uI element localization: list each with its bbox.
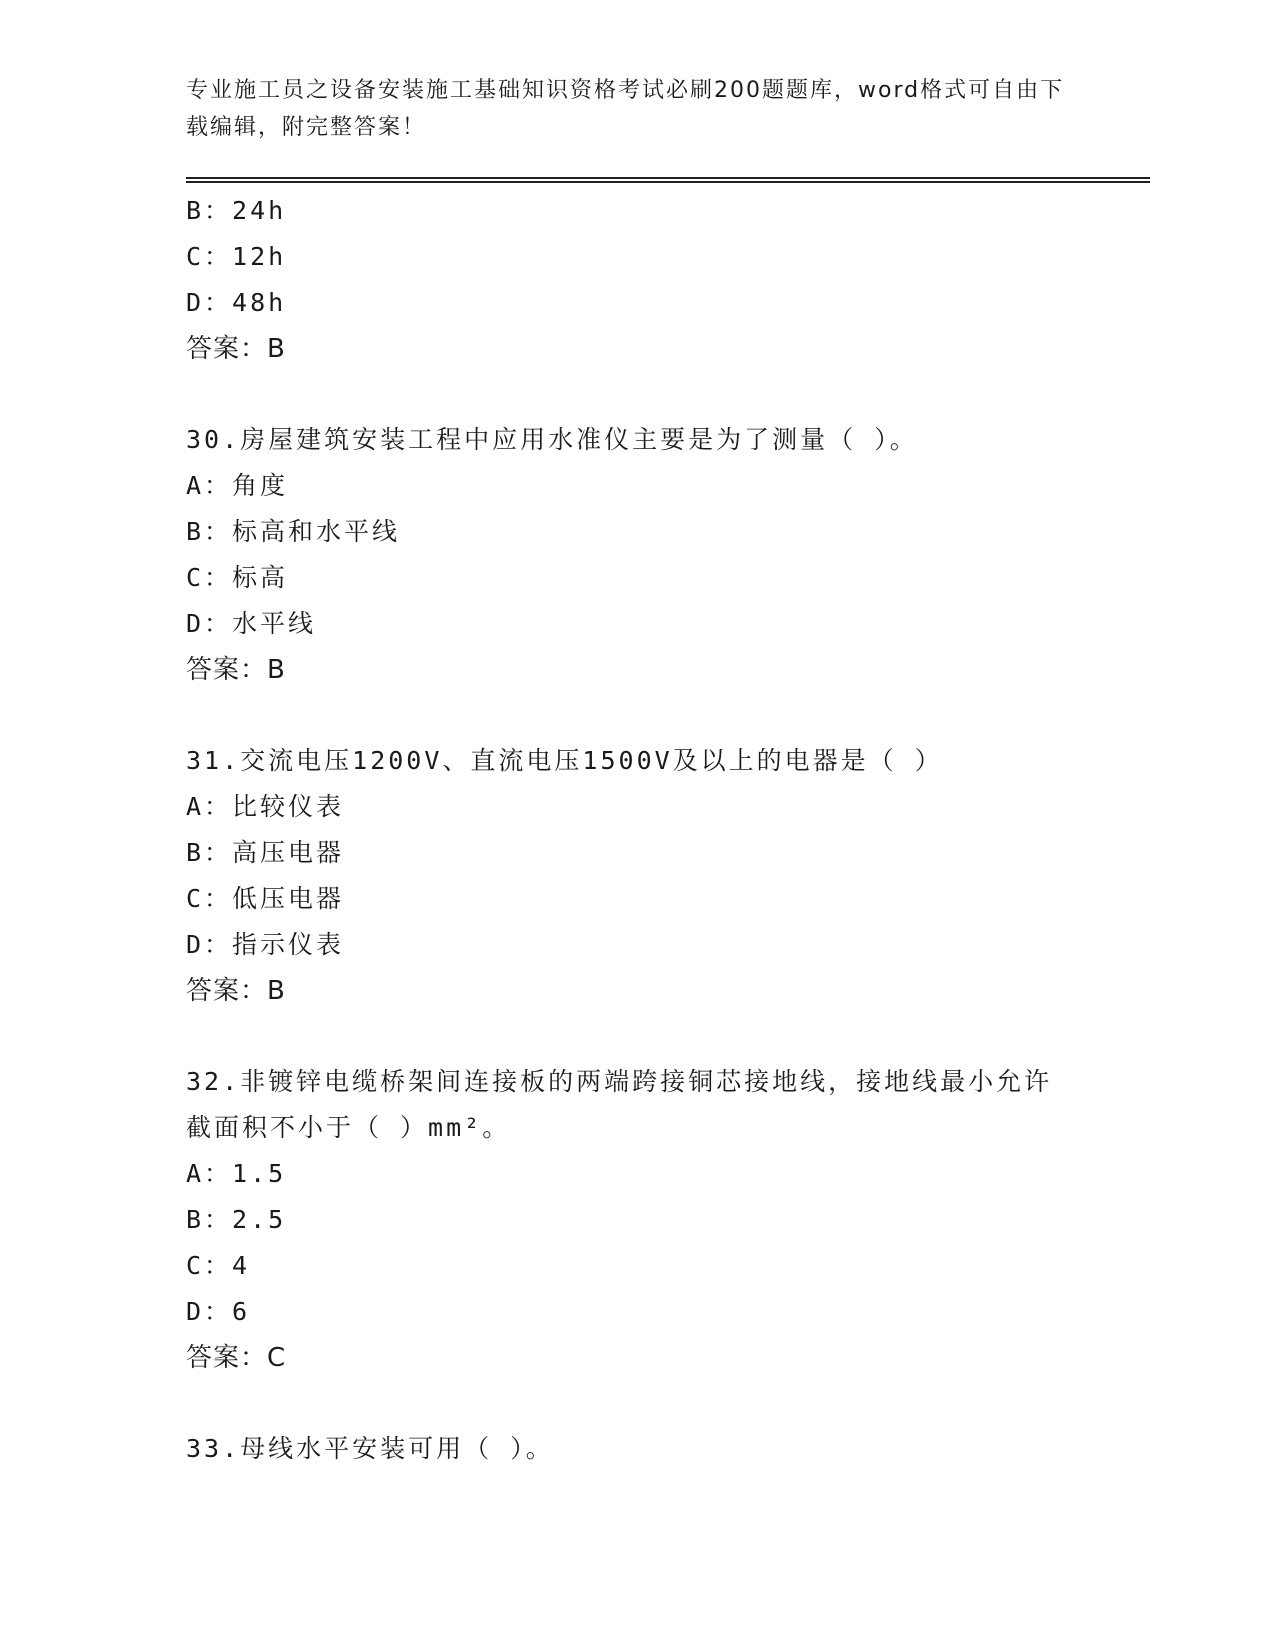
option-c: C：12h [186, 242, 287, 271]
spacer [186, 1014, 1150, 1059]
answer-label: 答案：B [186, 655, 286, 685]
question-32 [186, 1059, 1150, 1381]
spacer [186, 372, 1150, 417]
header-rule-top [186, 177, 1150, 179]
question-31 [186, 738, 1150, 1014]
document-header: 专业施工员之设备安装施工基础知识资格考试必刷200题题库，word格式可自由下载编辑，附完整答案！ [186, 78, 1065, 140]
option-d: D：6 [186, 1297, 251, 1326]
answer-label: 答案：C [186, 1343, 287, 1373]
option-a: A：1.5 [186, 1159, 287, 1188]
answer-label: 答案：B [186, 976, 286, 1006]
question-list [186, 188, 1150, 1472]
prev-question-tail [186, 188, 1150, 372]
option-b: B：2.5 [186, 1205, 287, 1234]
option-a: A：角度 [186, 471, 289, 500]
option-c: C：4 [186, 1251, 251, 1280]
option-b: B：高压电器 [186, 838, 345, 867]
option-b: B：标高和水平线 [186, 517, 401, 546]
question-stem: 32.非镀锌电缆桥架间连接板的两端跨接铜芯接地线，接地线最小允许截面积不小于（ ）mm²。 [186, 1067, 1053, 1142]
option-a: A：比较仪表 [186, 792, 345, 821]
question-stem: 33.母线水平安装可用（ ）。 [186, 1434, 554, 1463]
option-c: C：低压电器 [186, 884, 345, 913]
option-d: D：水平线 [186, 609, 317, 638]
question-stem: 31.交流电压1200V、直流电压1500V及以上的电器是（ ） [186, 746, 943, 775]
question-30 [186, 417, 1150, 693]
spacer [186, 1381, 1150, 1426]
question-33 [186, 1426, 1150, 1472]
spacer [186, 693, 1150, 738]
header-rule-bottom [186, 181, 1150, 183]
option-d: D：48h [186, 288, 287, 317]
answer-label: 答案：B [186, 334, 286, 364]
option-b: B：24h [186, 196, 287, 225]
question-stem: 30.房屋建筑安装工程中应用水准仪主要是为了测量（ ）。 [186, 425, 918, 454]
option-c: C：标高 [186, 563, 289, 592]
option-d: D：指示仪表 [186, 930, 345, 959]
